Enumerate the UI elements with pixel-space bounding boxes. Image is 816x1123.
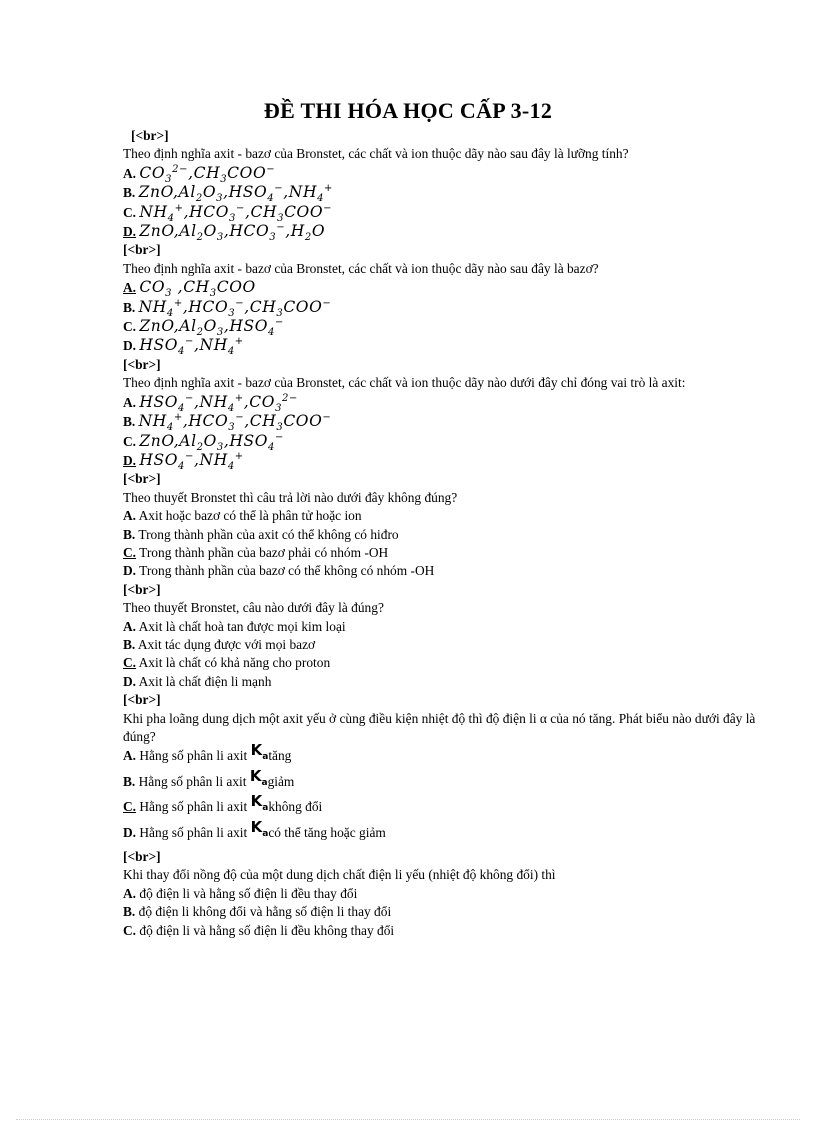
option-label-correct: A. [123,280,137,296]
br-tag: [<br>] [123,242,161,258]
option-text: Trong thành phần của axit có thể không có hiđro [138,526,399,542]
ka-symbol: $K_a$ [250,817,269,839]
option-text: Axit là chất hoà tan được mọi kim loại [138,618,346,634]
ka-symbol: $K_a$ [250,792,269,814]
q1-option-c[interactable] [123,203,763,222]
chem-formula: $NH_4^+,HCO_3^-,CH_3COO^-$ [138,297,332,319]
q3-option-d[interactable] [123,451,763,470]
option-label: C. [123,922,137,938]
chem-formula: $ZnO,Al_2O_3,HSO_4^-$ [139,316,284,339]
option-label: D. [123,824,137,840]
chem-formula: $ZnO,Al_2O_3,HCO_3^-,H_2O$ [139,221,326,244]
q7-option-a[interactable] [123,885,763,903]
q3-option-c[interactable] [123,432,763,451]
option-text: Hằng số phân li axit [139,748,248,764]
option-label: B. [123,636,136,652]
br-tag: [<br>] [131,128,169,143]
option-suffix: không đổi [268,799,323,815]
option-label-correct: D. [123,224,137,240]
q1-option-a[interactable] [123,164,763,183]
chem-formula: $ZnO,Al_2O_3,HSO_4^-$ [139,431,284,453]
q2-option-c[interactable] [123,316,763,339]
chem-formula: $HSO_4^-,NH_4^+,CO_3^{2-}$ [139,392,298,414]
q7-option-c[interactable] [123,922,763,940]
ka-symbol: $K_a$ [249,766,268,788]
q5-option-a[interactable] [123,618,763,636]
q2-option-b[interactable] [123,298,763,317]
q2-option-a[interactable] [123,278,763,300]
option-suffix: giảm [267,773,295,789]
option-label: A. [123,748,137,764]
option-text: Axit tác dụng được với mọi bazơ [137,636,316,652]
q6-option-c[interactable] [123,792,763,822]
q3-option-a[interactable] [123,393,763,412]
page-title: ĐỀ THI HÓA HỌC CẤP 3-12 [263,98,553,123]
question-1-text: Theo định nghĩa axit - bazơ của Bronstet, các chất và ion thuộc dãy nào sau đây là lưỡng tính? [123,146,629,162]
q4-option-c[interactable] [123,544,763,562]
option-text: Axit là chất có khả năng cho proton [138,655,331,671]
q4-option-a[interactable] [123,507,763,525]
option-label: D. [123,673,137,689]
option-label: A. [123,508,137,524]
br-tag: [<br>] [123,471,161,487]
q4-option-b[interactable] [123,526,763,544]
q5-option-c[interactable] [123,654,763,672]
option-label: B. [123,904,136,920]
q6-option-d[interactable] [123,817,763,848]
option-label-correct: C. [123,544,137,560]
option-label: B. [123,773,136,789]
br-tag: [<br>] [123,581,161,597]
ka-symbol: $K_a$ [250,741,269,763]
option-suffix: có thể tăng hoặc giảm [268,824,386,840]
q3-option-b[interactable] [123,411,763,434]
chem-formula: $NH_4^+,HCO_3^-,CH_3COO^-$ [138,411,332,434]
option-label: D. [123,338,137,354]
option-text: độ điện li và hằng số điện li đều thay đổi [139,885,358,901]
question-4-text: Theo thuyết Bronstet thì câu trả lời nào dưới đây không đúng? [123,489,458,505]
option-label: C. [123,204,137,220]
br-tag: [<br>] [123,849,161,865]
chem-formula: $ZnO,Al_2O_3,HSO_4^-,NH_4^+$ [138,183,334,205]
option-text: Trong thành phần của bazơ có thể không có nhóm -OH [139,563,435,579]
q6-option-b[interactable] [123,766,763,797]
q1-option-b[interactable] [123,183,763,205]
q6-option-a[interactable] [123,741,763,771]
q2-option-d[interactable] [123,336,763,358]
option-label: D. [123,563,137,579]
option-label: C. [123,433,137,449]
option-text: Axit là chất điện li mạnh [138,673,272,689]
question-2-text: Theo định nghĩa axit - bazơ của Bronstet, các chất và ion thuộc dãy nào sau đây là bazơ? [123,260,599,276]
br-tag: [<br>] [123,356,161,372]
footer-divider [16,1119,800,1120]
option-label: B. [123,526,136,542]
chem-formula: $HSO_4^-,NH_4^+$ [139,450,244,472]
question-6-text: Khi pha loãng dung dịch một axit yếu ở cùng điều kiện nhiệt độ thì độ điện li α của nó tăng. Phát biểu nào dưới đây là đúng? [123,710,756,744]
option-suffix: tăng [268,748,292,764]
chem-formula: $HSO_4^-,NH_4^+$ [139,336,244,358]
option-label-correct: C. [123,799,137,815]
option-label: B. [123,414,136,430]
q5-option-b[interactable] [123,636,763,654]
option-label-correct: D. [123,452,137,468]
option-label: A. [123,394,137,410]
option-label-correct: C. [123,655,137,671]
chem-formula: $CO_3^{2-},CH_3COO^-$ [139,163,276,185]
option-label: A. [123,618,137,634]
option-label: A. [123,885,137,901]
exam-content [123,127,763,940]
br-tag: [<br>] [123,692,161,708]
q7-option-b[interactable] [123,903,763,921]
option-text: Axit hoặc bazơ có thể là phân tử hoặc ion [138,508,362,524]
option-text: Hằng số phân li axit [139,824,248,840]
question-3-text: Theo định nghĩa axit - bazơ của Bronstet, các chất và ion thuộc dãy nào dưới đây chỉ đóng vai trò là axit: [123,375,686,391]
option-text: Hằng số phân li axit [139,799,248,815]
chem-formula: $CO_3$ $,CH_3COO$ [139,278,256,300]
chem-formula: $NH_4^+,HCO_3^-,CH_3COO^-$ [139,202,333,224]
q5-option-d[interactable] [123,673,763,691]
option-text: độ điện li và hằng số điện li đều không thay đổi [139,922,395,938]
question-5-text: Theo thuyết Bronstet, câu nào dưới đây là đúng? [123,600,384,616]
option-label: C. [123,319,137,335]
option-label: B. [123,299,136,315]
question-7-text: Khi thay đổi nồng độ của một dung dịch chất điện li yếu (nhiệt độ không đổi) thì [123,867,556,883]
q1-option-d[interactable] [123,221,763,244]
option-text: Trong thành phần của bazơ phải có nhóm -OH [139,544,389,560]
option-label: A. [123,165,137,181]
option-text: độ điện li không đổi và hằng số điện li thay đổi [138,904,392,920]
option-label: B. [123,185,136,201]
q4-option-d[interactable] [123,562,763,580]
option-text: Hằng số phân li axit [138,773,247,789]
